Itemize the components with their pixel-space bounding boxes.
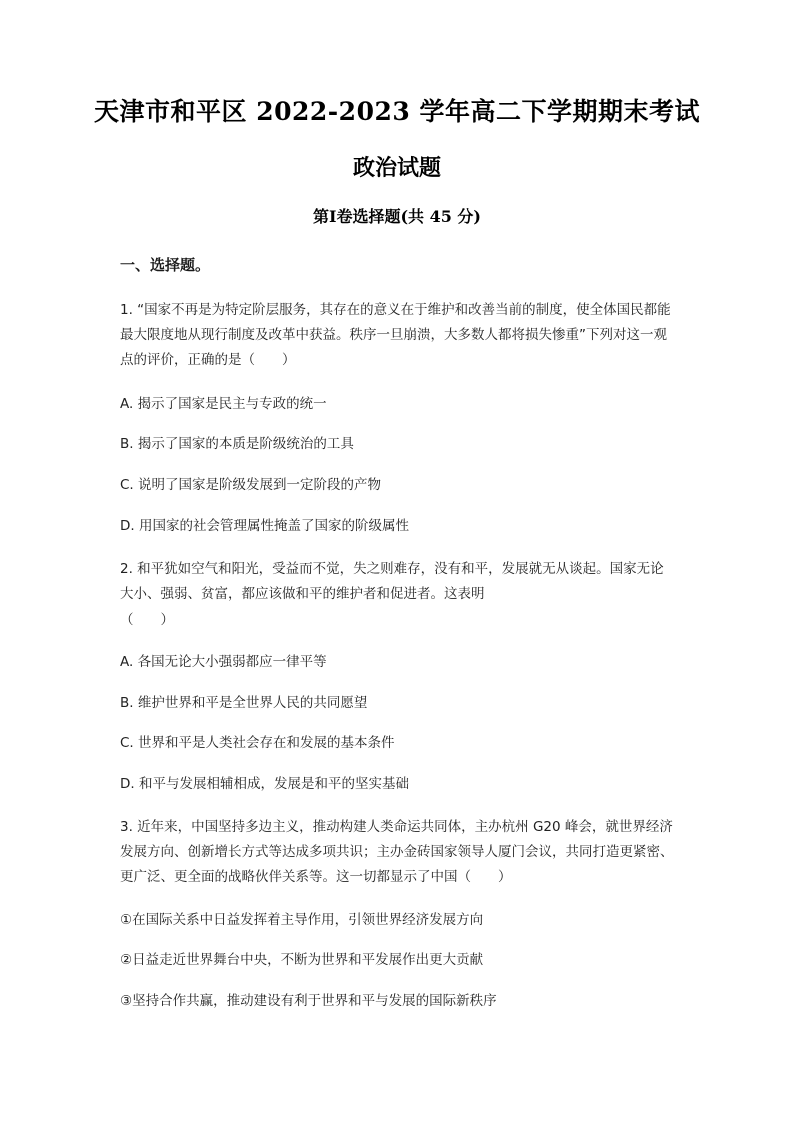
question-2-option-d: D. 和平与发展相辅相成，发展是和平的坚实基础 (120, 776, 409, 792)
question-1-stem: 1. “国家不再是为特定阶层服务，其存在的意义在于维护和改善当前的制度，使全体国民都能最大限度地从现行制度及改革中获益。秩序一旦崩溃，大多数人都将损失惨重”下列对这一观点的评价，正确的是（ ） (120, 302, 671, 368)
question-1-option-c: C. 说明了国家是阶级发展到一定阶段的产物 (120, 477, 382, 493)
question-3-stem: 3. 近年来，中国坚持多边主义，推动构建人类命运共同体，主办杭州 G20 峰会，就世界经济发展方向、创新增长方式等达成多项共识；主办金砖国家领导人厦门会议，共同打造更紧密、更广泛、更全面的战略伙伴关系等。这一切都显示了中国（ ） (120, 819, 674, 885)
question-3-option-3: ③坚持合作共赢，推动建设有利于世界和平与发展的国际新秩序 (120, 993, 497, 1009)
question-1-option-d: D. 用国家的社会管理属性掩盖了国家的阶级属性 (120, 518, 409, 534)
question-2-stem: 2. 和平犹如空气和阳光，受益而不觉，失之则难存，没有和平，发展就无从谈起。国家无论大小、强弱、贫富，都应该做和平的维护者和促进者。这表明 (120, 561, 664, 602)
section-heading: 一、选择题。 (120, 256, 211, 274)
question-2-option-c: C. 世界和平是人类社会存在和发展的基本条件 (120, 735, 395, 751)
question-1-option-b: B. 揭示了国家的本质是阶级统治的工具 (120, 436, 354, 452)
question-2-stem-tail: （ ） (120, 612, 174, 628)
question-3-option-1: ①在国际关系中日益发挥着主导作用，引领世界经济发展方向 (120, 912, 484, 928)
question-2-option-a: A. 各国无论大小强弱都应一律平等 (120, 654, 327, 670)
subject-title: 政治试题 (352, 155, 441, 181)
part-title: 第Ⅰ卷选择题(共 45 分) (312, 207, 482, 226)
exam-title: 天津市和平区 2022-2023 学年高二下学期期末考试 (94, 97, 700, 126)
question-1-option-a: A. 揭示了国家是民主与专政的统一 (120, 396, 327, 412)
question-2-option-b: B. 维护世界和平是全世界人民的共同愿望 (120, 695, 368, 711)
question-3-option-2: ②日益走近世界舞台中央，不断为世界和平发展作出更大贡献 (120, 952, 484, 968)
